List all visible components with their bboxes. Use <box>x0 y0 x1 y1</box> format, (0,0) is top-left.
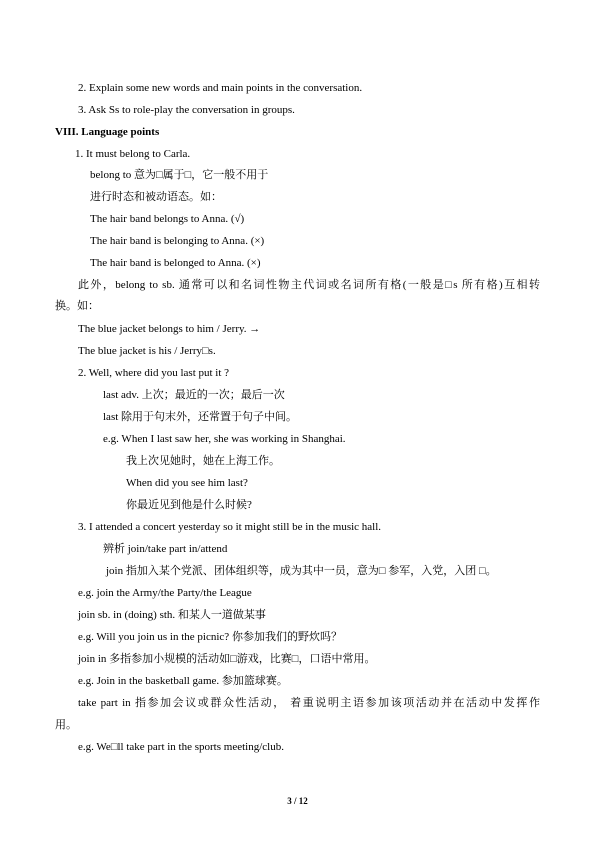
text-line-2: 3. Ask Ss to role-play the conversation in groups. <box>78 104 295 116</box>
text-line-21: 3. I attended a concert yesterday so it might still be in the music hall. <box>78 521 382 533</box>
text-line-13: The blue jacket is his / Jerry□s. <box>78 345 216 357</box>
text-line-31: e.g. We□ll take part in the sports meeting/club. <box>78 741 284 753</box>
text-line-24: e.g. join the Army/the Party/the League <box>78 587 252 599</box>
text-line-16: last 除用于句末外，还常置于句子中间。 <box>103 411 298 423</box>
text-line-14: 2. Well, where did you last put it ? <box>78 367 230 379</box>
text-line-19: When did you see him last? <box>126 477 248 489</box>
section-heading: VIII. Language points <box>55 126 160 138</box>
text-line-10: 此外，belong to sb. 通常可以和名词性物主代词或名词所有格(一般是□s 所有格)互相转 <box>78 279 540 291</box>
text-line-17: e.g. When I last saw her, she was working in Shanghai. <box>103 433 346 445</box>
text-line-9: The hair band is belonged to Anna. (×) <box>90 257 261 269</box>
text-line-20: 你最近见到他是什么时候? <box>126 499 252 511</box>
text-line-29: take part in 指参加会议或群众性活动， 着重说明主语参加该项活动并在活动中发挥作 <box>78 697 540 709</box>
page-number: 3 / 12 <box>287 796 308 806</box>
text-line-18: 我上次见她时，她在上海工作。 <box>126 455 280 467</box>
text-line-6: 进行时态和被动语态。如： <box>90 191 222 203</box>
text-line-15: last adv. 上次；最近的一次；最后一次 <box>103 389 285 401</box>
text-line-22: 辨析 join/take part in/attend <box>103 543 228 555</box>
text-line-5: belong to 意为□属于□，它一般不用于 <box>90 169 269 181</box>
text-line-27: join in 多指参加小规模的活动如□游戏，比赛□，口语中常用。 <box>78 653 376 665</box>
text-line-26: e.g. Will you join us in the picnic? 你参加我们的野炊吗？ <box>78 631 342 643</box>
text-line-11: 换。如： <box>55 300 99 312</box>
text-line-8: The hair band is belonging to Anna. (×) <box>90 235 265 247</box>
text-line-1: 2. Explain some new words and main points in the conversation. <box>78 82 363 94</box>
text-line-4: 1. It must belong to Carla. <box>75 148 191 160</box>
text-line-12: The blue jacket belongs to him / Jerry. → <box>78 323 261 335</box>
text-line-7: The hair band belongs to Anna. (√) <box>90 213 245 225</box>
text-line-25: join sb. in (doing) sth. 和某人一道做某事 <box>78 609 266 621</box>
text-line-23: join 指加入某个党派、团体组织等，成为其中一员，意为□ 参军，入党，入团 □。 <box>106 565 497 577</box>
text-line-30: 用。 <box>55 719 77 731</box>
text-line-28: e.g. Join in the basketball game. 参加篮球赛。 <box>78 675 288 687</box>
